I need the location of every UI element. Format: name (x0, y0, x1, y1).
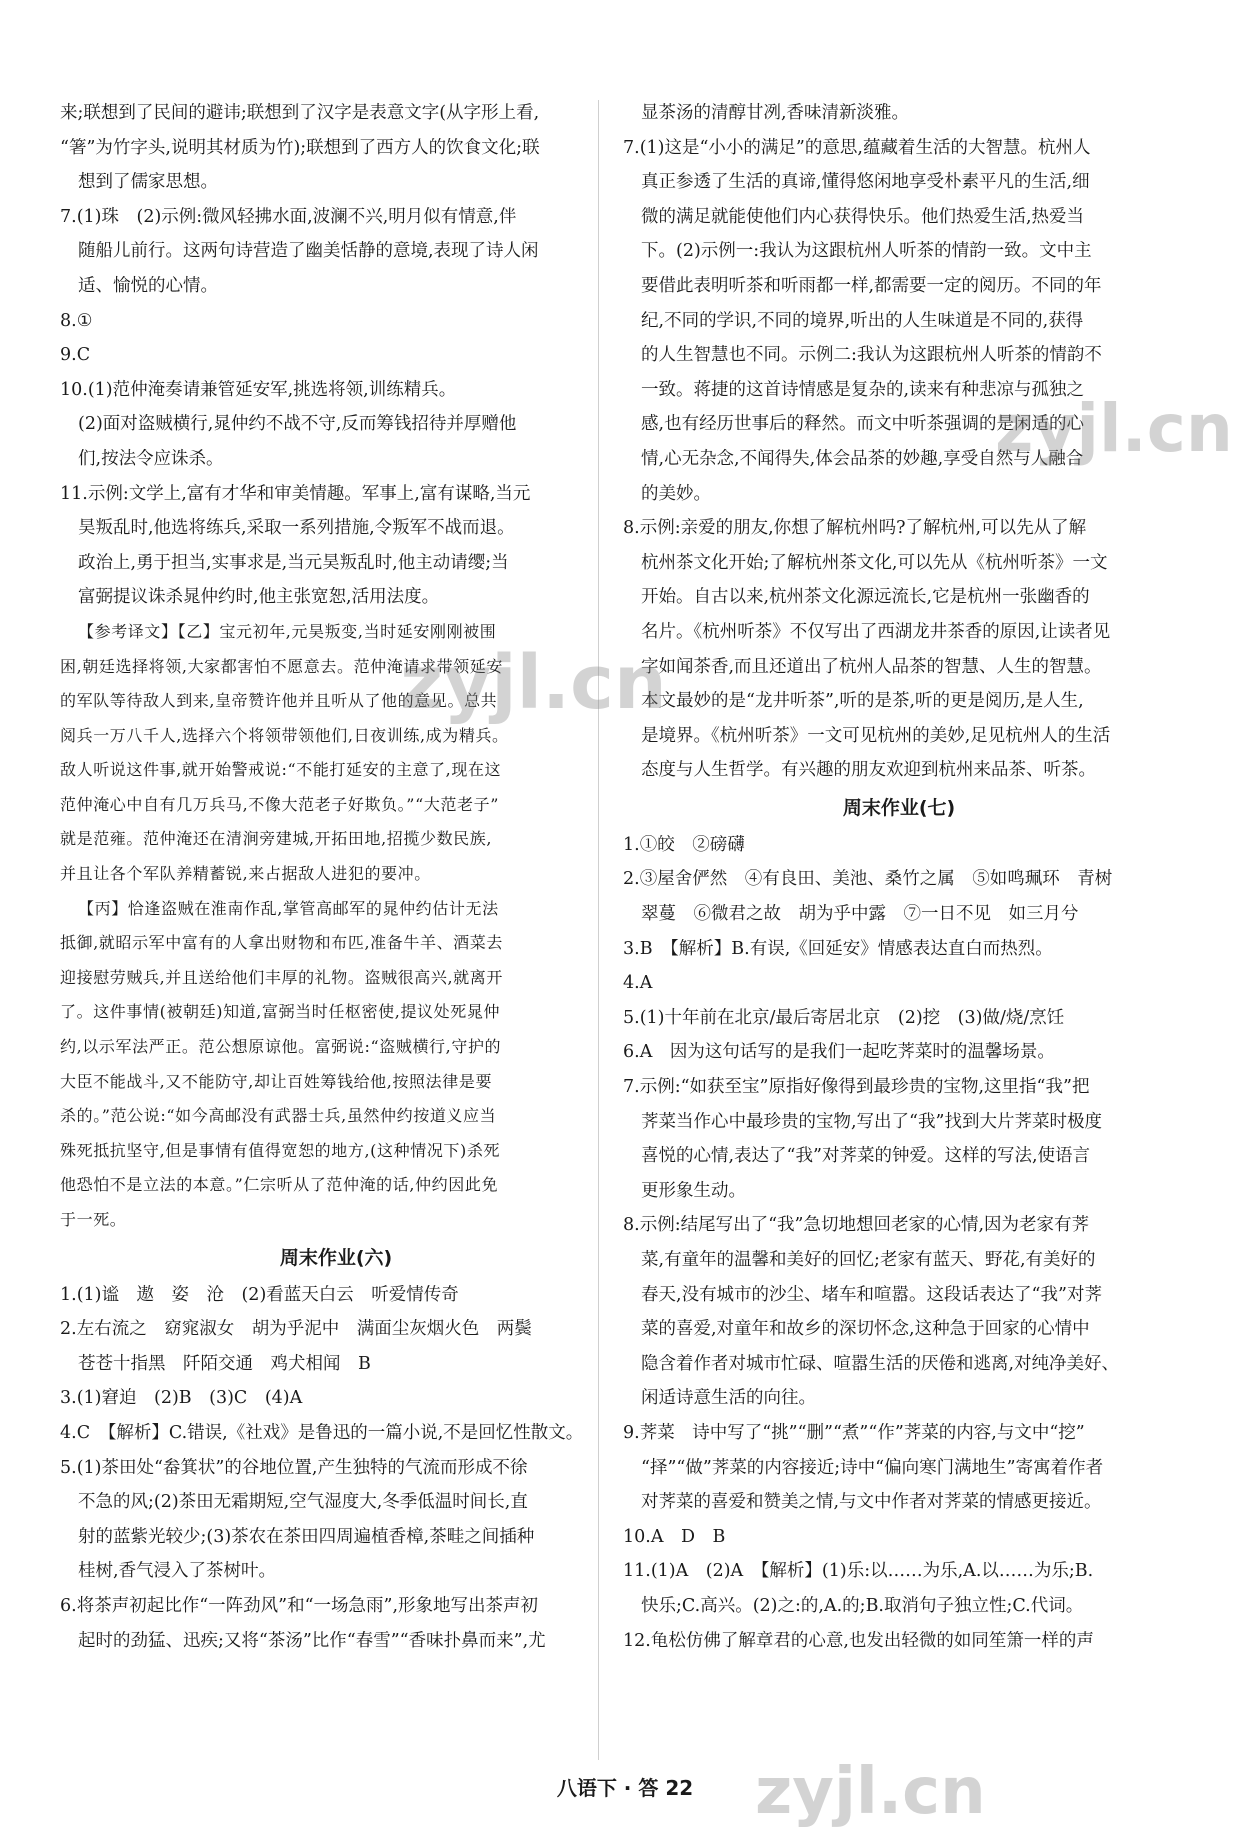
text-line: 的美妙。 (641, 483, 711, 504)
text-line: 快乐;C.高兴。(2)之:的,A.的;B.取消句子独立性;C.代词。 (641, 1595, 1084, 1616)
answer-item-2: 2.左右流之 窈窕淑女 胡为乎泥中 满面尘灰烟火色 两鬓 (60, 1319, 532, 1340)
translation-line: 并且让各个军队养精蓄锐,来占据敌人进犯的要冲。 (60, 864, 431, 884)
text-line: 喜悦的心情,表达了“我”对荠菜的钟爱。这样的写法,使语言 (641, 1146, 1091, 1167)
answer-item-11: 11.(1)A (2)A 【解析】(1)乐:以……为乐,A.以……为乐;B. (623, 1561, 1094, 1582)
answer-item-3: 3.(1)窘迫 (2)B (3)C (4)A (60, 1388, 303, 1409)
text-line: 来;联想到了民间的避讳;联想到了汉字是表意文字(从字形上看, (60, 103, 540, 123)
translation-line: 的军队等待敌人到来,皇帝赞许他并且听从了他的意见。总共 (60, 691, 498, 711)
translation-line: 困,朝廷选择将领,大家都害怕不愿意去。范仲淹请求带领延安 (60, 656, 503, 676)
answer-item-8: 8.示例:结尾写出了“我”急切地想回老家的心情,因为老家有荠 (623, 1215, 1090, 1236)
text-line: 春天,没有城市的沙尘、堵车和喧嚣。这段话表达了“我”对荠 (641, 1284, 1102, 1305)
translation-line: 敌人听说这件事,就开始警戒说:“不能打延安的主意了,现在这 (60, 760, 502, 780)
translation-line: 他恐怕不是立法的本意。”仁宗听从了范仲淹的话,仲约因此免 (60, 1175, 499, 1195)
answer-item-7: 7.示例:“如获至宝”原指好像得到最珍贵的宝物,这里指“我”把 (623, 1077, 1090, 1098)
text-line: 昊叛乱时,他选将练兵,采取一系列措施,令叛军不战而退。 (78, 518, 515, 539)
text-line: 菜,有童年的温馨和美好的回忆;老家有蓝天、野花,有美好的 (641, 1250, 1096, 1270)
text-line: 真正参透了生活的真谛,懂得悠闲地享受朴素平凡的生活,细 (641, 172, 1090, 193)
text-line: 们,按法令应诛杀。 (78, 448, 224, 469)
answer-item-11: 11.示例:文学上,富有才华和审美情趣。军事上,富有谋略,当元 (60, 483, 531, 504)
text-line: 桂树,香气浸入了茶树叶。 (78, 1561, 277, 1582)
translation-line: 殊死抵抗坚守,但是事情有值得宽恕的地方,(这种情况下)杀死 (60, 1140, 501, 1160)
text-line: 下。(2)示例一:我认为这跟杭州人听茶的情韵一致。文中主 (641, 241, 1092, 262)
answer-item-8: 8.① (60, 310, 93, 331)
text-line: 显茶汤的清醇甘冽,香味清新淡雅。 (641, 103, 910, 123)
answer-item-10: 10.A D B (623, 1526, 726, 1547)
answer-item-1: 1.(1)谧 遨 姿 沧 (2)看蓝天白云 听爱情传奇 (60, 1284, 459, 1305)
right-column (623, 96, 1175, 1658)
text-line: 微的满足就能使他们内心获得快乐。他们热爱生活,热爱当 (641, 206, 1085, 227)
text-line: 射的蓝紫光较少;(3)茶农在茶田四周遍植香樟,茶畦之间插种 (78, 1526, 535, 1547)
left-column (60, 96, 612, 1658)
answer-item-5: 5.(1)十年前在北京/最后寄居北京 (2)挖 (3)做/烧/烹饪 (623, 1007, 1065, 1028)
answer-item-9: 9.荠菜 诗中写了“挑”“删”“煮”“作”荠菜的内容,与文中“挖” (623, 1422, 1085, 1443)
text-line: 荠菜当作心中最珍贵的宝物,写出了“我”找到大片荠菜时极度 (641, 1111, 1102, 1132)
text-line: “箸”为竹字头,说明其材质为竹);联想到了西方人的饮食文化;联 (60, 137, 540, 158)
section-title-week-7: 周末作业(七) (842, 796, 956, 819)
answer-item-7: 7.(1)这是“小小的满足”的意思,蕴藏着生活的大智慧。杭州人 (623, 137, 1091, 158)
translation-line: 范仲淹心中自有几万兵马,不像大范老子好欺负。”“大范老子” (60, 794, 500, 814)
answer-item-6: 6.将茶声初起比作“一阵劲风”和“一场急雨”,形象地写出茶声初 (60, 1595, 539, 1616)
translation-line: 就是范雍。范仲淹还在清涧旁建城,开拓田地,招揽少数民族, (60, 829, 493, 849)
text-line: 杭州茶文化开始;了解杭州茶文化,可以先从《杭州听茶》一文 (641, 552, 1108, 573)
text-line: 纪,不同的学识,不同的境界,听出的人生味道是不同的,获得 (641, 310, 1084, 331)
answer-item-8: 8.示例:亲爱的朋友,你想了解杭州吗?了解杭州,可以先从了解 (623, 518, 1087, 539)
answer-item-1: 1.①皎 ②磅礴 (623, 834, 745, 855)
text-line: 开始。自古以来,杭州茶文化源远流长,它是杭州一张幽香的 (641, 587, 1090, 608)
text-line: “择”“做”荠菜的内容接近;诗中“偏向寒门满地生”寄寓着作者 (641, 1457, 1104, 1478)
watermark: zyjl.cn (755, 1755, 986, 1829)
translation-line: 【丙】恰逢盗贼在淮南作乱,掌管高邮军的晁仲约估计无法 (78, 898, 499, 918)
answer-item-4: 4.A (623, 973, 653, 994)
text-line: 随船儿前行。这两句诗营造了幽美恬静的意境,表现了诗人闲 (78, 241, 539, 262)
text-line: 态度与人生哲学。有兴趣的朋友欢迎到杭州来品茶、听茶。 (641, 760, 1096, 781)
text-line: 富弼提议诛杀晁仲约时,他主张宽恕,活用法度。 (78, 587, 440, 608)
translation-line: 了。这件事情(被朝廷)知道,富弼当时任枢密使,提议处死晁仲 (60, 1002, 501, 1022)
watermark: zyjl.cn (400, 640, 667, 726)
text-line: 情,心无杂念,不闻得失,体会品茶的妙趣,享受自然与人融合 (641, 448, 1084, 469)
text-line: 一致。蒋捷的这首诗情感是复杂的,读来有种悲凉与孤独之 (641, 379, 1085, 400)
text-line: 更形象生动。 (641, 1180, 746, 1201)
text-line: 翠蔓 ⑥微君之故 胡为乎中露 ⑦一日不见 如三月兮 (641, 904, 1079, 925)
answer-item-7: 7.(1)珠 (2)示例:微风轻拂水面,波澜不兴,明月似有情意,伴 (60, 206, 517, 227)
text-line: 本文最妙的是“龙井听茶”,听的是茶,听的更是阅历,是人生, (641, 691, 1084, 712)
answer-item-10: 10.(1)范仲淹奏请兼管延安军,挑选将领,训练精兵。 (60, 379, 457, 400)
text-line: 不急的风;(2)茶田无霜期短,空气湿度大,冬季低温时间长,直 (78, 1492, 528, 1513)
translation-line: 于一死。 (60, 1210, 127, 1229)
text-line: 对荠菜的喜爱和赞美之情,与文中作者对荠菜的情感更接近。 (641, 1492, 1102, 1513)
answer-item-3: 3.B 【解析】B.有误,《回延安》情感表达直白而热烈。 (623, 938, 1053, 959)
translation-line: 【参考译文】【乙】宝元初年,元昊叛变,当时延安刚刚被围 (78, 621, 497, 641)
text-line: 苍苍十指黑 阡陌交通 鸡犬相闻 B (78, 1353, 371, 1374)
text-line: 适、愉悦的心情。 (78, 275, 218, 296)
text-line: 隐含着作者对城市忙碌、喧嚣生活的厌倦和逃离,对纯净美好、 (641, 1353, 1120, 1374)
answer-item-4: 4.C 【解析】C.错误,《社戏》是鲁迅的一篇小说,不是回忆性散文。 (60, 1422, 584, 1443)
translation-line: 大臣不能战斗,又不能防守,却让百姓筹钱给他,按照法律是要 (60, 1071, 493, 1091)
text-line: (2)面对盗贼横行,晁仲约不战不守,反而筹钱招待并厚赠他 (78, 414, 517, 435)
text-line: 的人生智慧也不同。示例二:我认为这跟杭州人听茶的情韵不 (641, 345, 1102, 366)
text-line: 名片。《杭州听茶》不仅写出了西湖龙井茶香的原因,让读者见 (641, 621, 1111, 642)
text-line: 闲适诗意生活的向往。 (641, 1388, 816, 1409)
text-line: 政治上,勇于担当,实事求是,当元昊叛乱时,他主动请缨;当 (78, 552, 509, 573)
watermark: zyjl.cn (995, 390, 1233, 467)
section-title-week-6: 周末作业(六) (279, 1246, 393, 1269)
text-line: 字如闻茶香,而且还道出了杭州人品茶的智慧、人生的智慧。 (641, 656, 1102, 677)
text-line: 感,也有经历世事后的释然。而文中听茶强调的是闲适的心 (641, 414, 1085, 435)
text-line: 要借此表明听茶和听雨都一样,都需要一定的阅历。不同的年 (641, 275, 1102, 296)
translation-line: 杀的。”范公说:“如今高邮没有武器士兵,虽然仲约按道义应当 (60, 1106, 497, 1126)
text-line: 起时的劲猛、迅疾;又将“茶汤”比作“春雪”“香味扑鼻而来”,尤 (78, 1630, 546, 1651)
translation-line: 迎接慰劳贼兵,并且送给他们丰厚的礼物。盗贼很高兴,就离开 (60, 967, 503, 987)
translation-line: 约,以示军法严正。范公想原谅他。富弼说:“盗贼横行,守护的 (60, 1037, 502, 1057)
answer-item-12: 12.龟松仿佛了解章君的心意,也发出轻微的如同笙箫一样的声 (623, 1630, 1094, 1651)
translation-line: 阅兵一万八千人,选择六个将领带领他们,日夜训练,成为精兵。 (60, 725, 509, 745)
text-line: 是境界。《杭州听茶》一文可见杭州的美妙,足见杭州人的生活 (641, 725, 1111, 746)
answer-item-6: 6.A 因为这句话写的是我们一起吃荠菜时的温馨场景。 (623, 1042, 1055, 1063)
page-footer: 八语下 · 答 22 (556, 1776, 694, 1800)
answer-item-9: 9.C (60, 345, 91, 366)
answer-item-5: 5.(1)茶田处“畚箕状”的谷地位置,产生独特的气流而形成不徐 (60, 1457, 528, 1478)
column-divider (598, 100, 599, 1760)
translation-line: 抵御,就昭示军中富有的人拿出财物和布匹,准备牛羊、酒菜去 (60, 933, 503, 953)
text-line: 菜的喜爱,对童年和故乡的深切怀念,这种急于回家的心情中 (641, 1319, 1090, 1340)
text-line: 想到了儒家思想。 (78, 172, 218, 193)
answer-item-2: 2.③屋舍俨然 ④有良田、美池、桑竹之属 ⑤如鸣珮环 青树 (623, 869, 1113, 890)
